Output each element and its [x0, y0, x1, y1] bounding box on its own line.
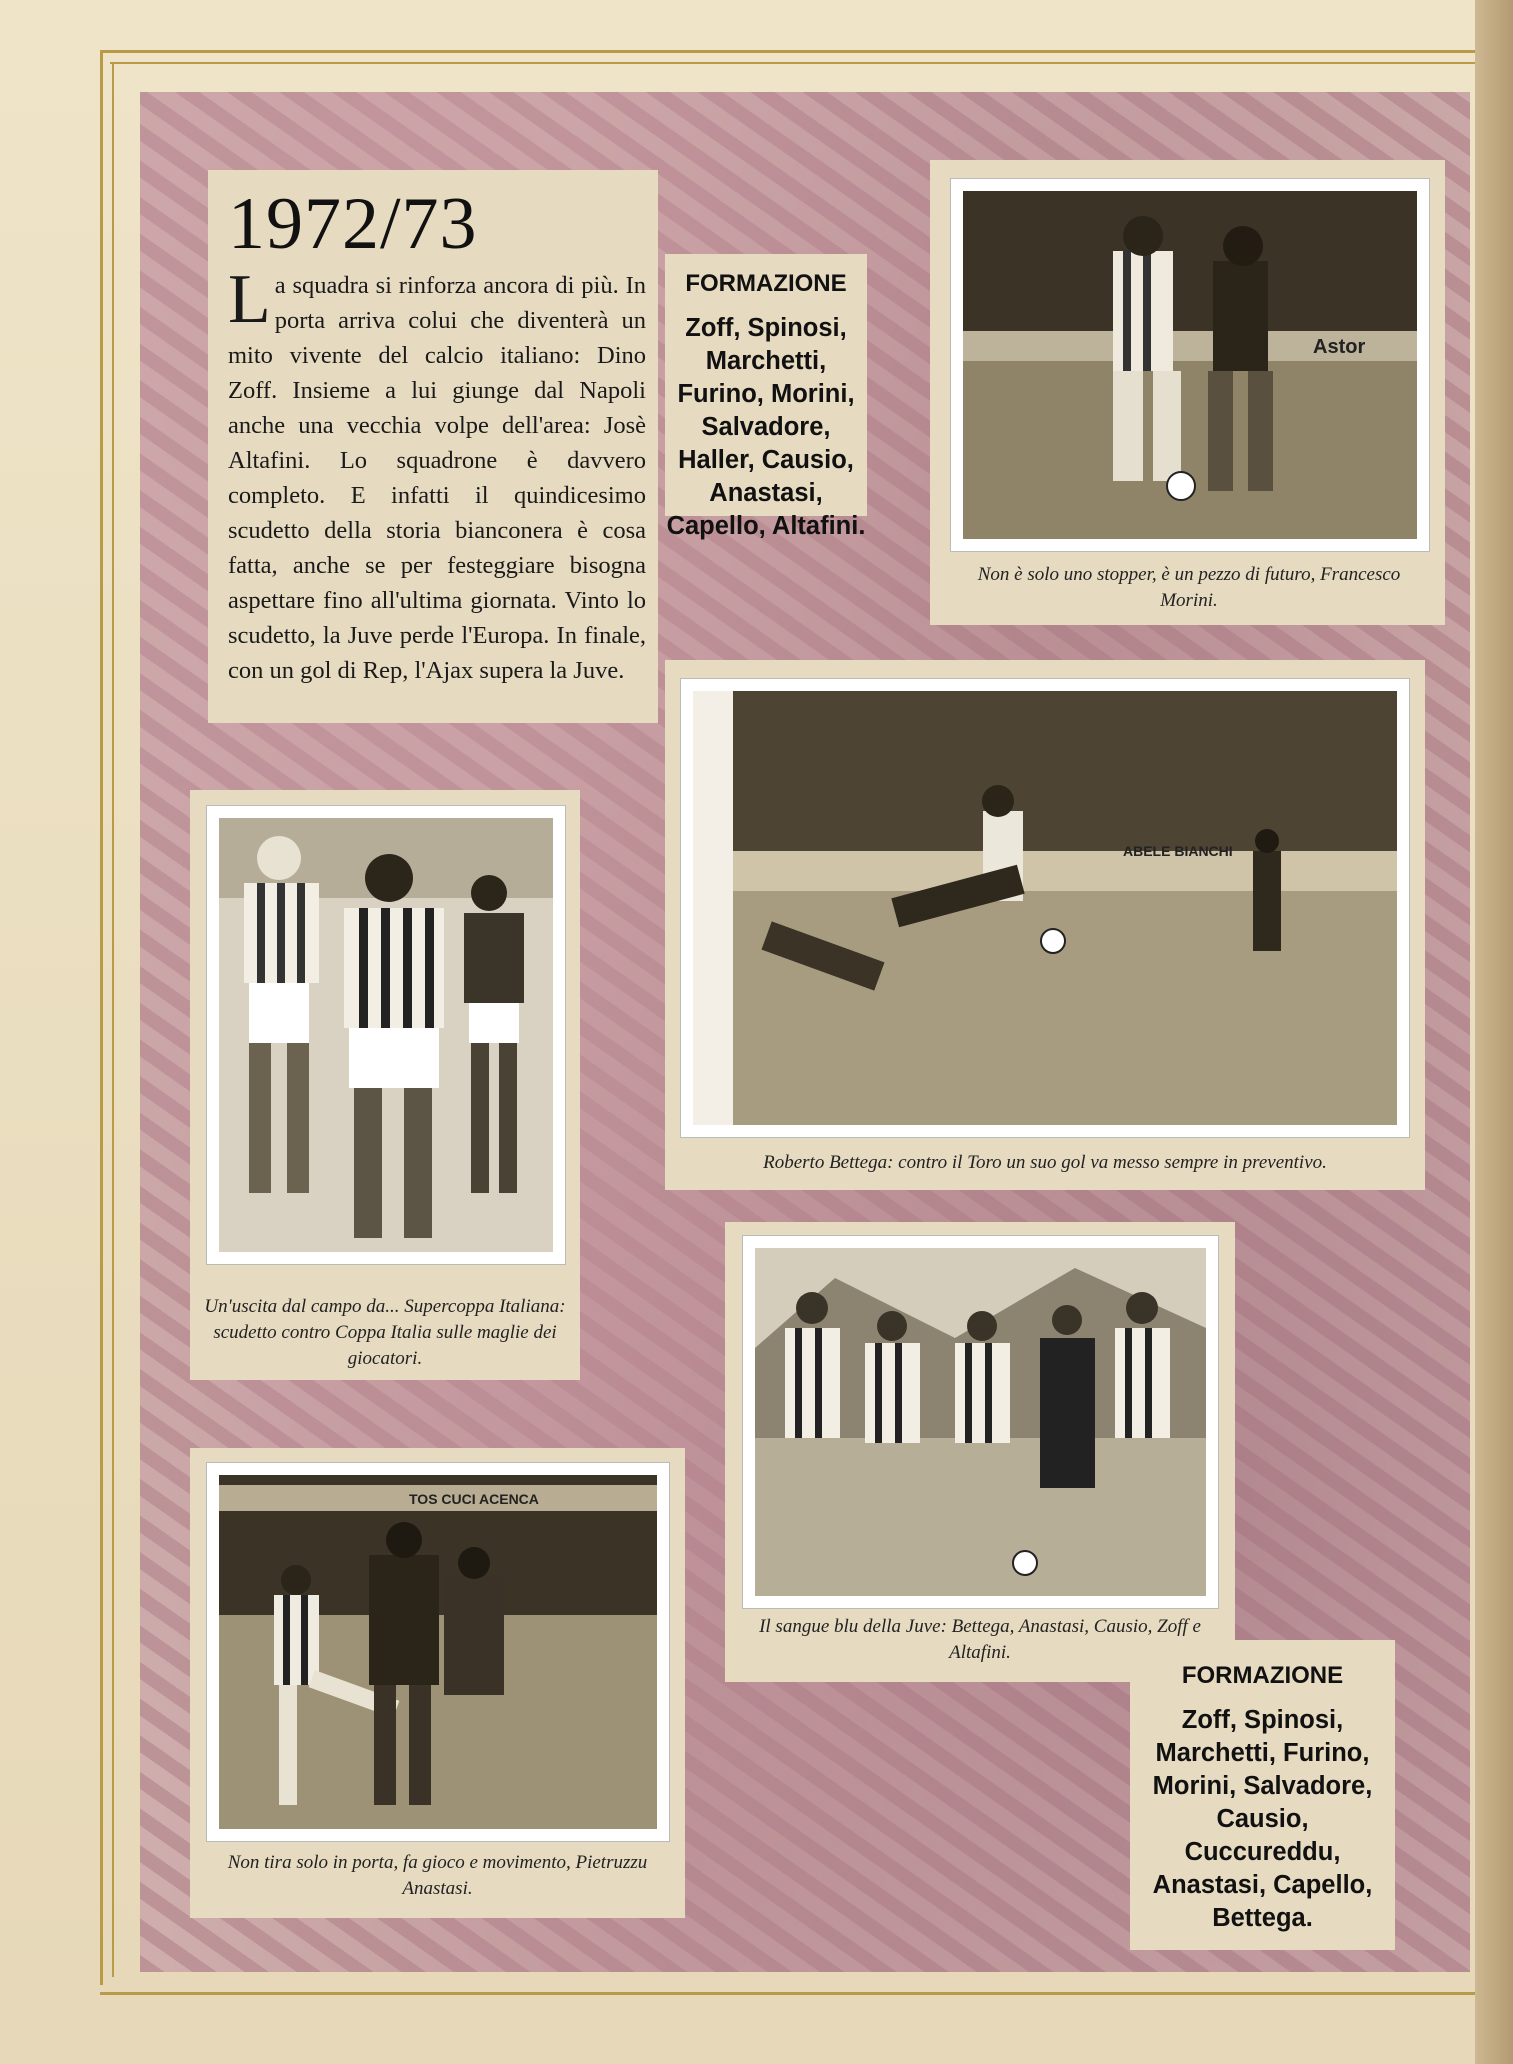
intro-body: a squadra si rinforza ancora di più. In porta arriva colui che diventerà un mito vivente del calcio italiano: Dino Zoff. Insieme a lui giunge dal Napoli anche una vecchia volpe dell'area: Josè Altafini. Lo squadrone è davvero completo. E infatti il quindicesimo scudetto della storia bianconera è cosa fatta, anche se per festeggiare bisogna aspettare fino all'ultima giornata. Vinto lo scudetto, la Juve perde l'Europa. In finale, con un gol di Rep, l'Ajax supera la Juve.	[228, 272, 646, 684]
banner-text-anastasi: TOS CUCI ACENCA	[409, 1491, 539, 1507]
formation-box-1	[665, 270, 867, 543]
page-edge	[1475, 0, 1513, 2064]
banner-text: ABELE BIANCHI	[1123, 843, 1233, 859]
frame-line-left	[100, 50, 103, 1985]
photo-sangue-blu	[742, 1235, 1219, 1609]
frame-line-bottom	[100, 1992, 1475, 1995]
caption-anastasi: Non tira solo in porta, fa gioco e movimento, Pietruzzu Anastasi.	[227, 1852, 648, 1899]
caption-supercoppa: Un'uscita dal campo da... Supercoppa Italiana: scudetto contro Coppa Italia sulle maglie dei giocatori.	[204, 1296, 566, 1369]
frame-line-top-2	[110, 62, 1475, 64]
goal-photo-image	[693, 691, 1397, 1125]
photo-anastasi	[206, 1462, 670, 1842]
frame-line-left-2	[112, 62, 114, 1977]
formation-heading: FORMAZIONE	[685, 270, 847, 297]
caption-sangue-blu: Il sangue blu della Juve: Bettega, Anastasi, Causio, Zoff e Altafini.	[759, 1616, 1201, 1663]
formation-heading: FORMAZIONE	[1181, 1662, 1344, 1689]
photo-bettega	[680, 678, 1410, 1138]
photo-morini	[950, 178, 1430, 552]
formation-players: Zoff, Spinosi, Marchetti, Furino, Morini, Salvadore, Haller, Causio, Anastasi, Capello, Altafini.	[666, 314, 866, 540]
frame-line-top	[100, 50, 1475, 53]
match-photo-image	[963, 191, 1417, 539]
formation-box-2	[1135, 1662, 1390, 1935]
ad-text: Astor	[1313, 336, 1366, 358]
page-title: 1972/73	[228, 183, 478, 265]
drop-cap: L	[228, 261, 271, 338]
caption-bettega: Roberto Bettega: contro il Toro un suo gol va messo sempre in preventivo.	[763, 1152, 1327, 1173]
photo-supercoppa	[206, 805, 566, 1265]
caption-morini: Non è solo uno stopper, è un pezzo di futuro, Francesco Morini.	[977, 564, 1401, 611]
intro-text	[228, 261, 646, 688]
anastasi-action-image	[219, 1475, 657, 1829]
players-walking-image	[219, 818, 553, 1252]
formation-players: Zoff, Spinosi, Marchetti, Furino, Morini, Salvadore, Causio, Cuccureddu, Anastasi, Capello, Bettega.	[1152, 1706, 1373, 1932]
team-pose-image	[755, 1248, 1206, 1596]
